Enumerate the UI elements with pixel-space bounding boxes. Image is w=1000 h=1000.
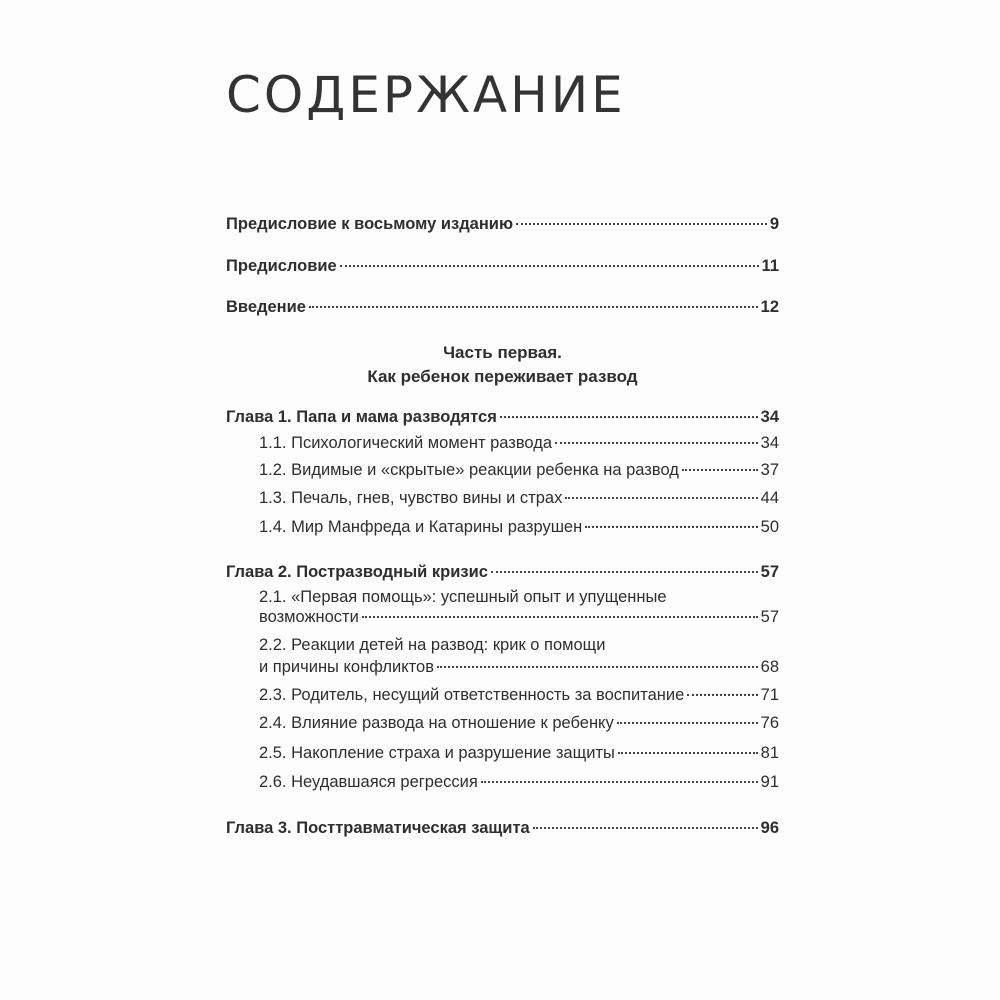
- dot-leader: [437, 666, 758, 668]
- section-title: 1.1. Психологический момент развода: [259, 434, 553, 452]
- toc-chapter[interactable]: [226, 407, 779, 427]
- dot-leader: [585, 526, 757, 528]
- toc-chapter[interactable]: [226, 818, 779, 838]
- dot-leader: [309, 306, 758, 308]
- section-title-line[interactable]: 2.2. Реакции детей на развод: крик о помощи: [259, 636, 606, 654]
- section-title: 2.3. Родитель, несущий ответственность за воспитание: [259, 686, 685, 704]
- chapter-page: 57: [760, 563, 779, 581]
- page-title: СОДЕРЖАНИЕ: [226, 66, 626, 124]
- chapter-title: Глава 3. Посттравматическая защита: [226, 819, 530, 837]
- toc-chapter[interactable]: [226, 562, 779, 582]
- toc-entry[interactable]: [226, 214, 779, 234]
- toc-section[interactable]: [259, 713, 779, 733]
- dot-leader: [565, 497, 757, 499]
- dot-leader: [617, 722, 758, 724]
- entry-page: 12: [760, 298, 779, 316]
- part-title: Как ребенок переживает развод: [367, 367, 638, 386]
- part-heading: [226, 341, 779, 389]
- section-page: 50: [760, 518, 779, 536]
- section-title: возможности: [259, 608, 359, 626]
- dot-leader: [555, 442, 758, 444]
- dot-leader: [682, 469, 758, 471]
- dot-leader: [481, 781, 758, 783]
- entry-title: Предисловие: [226, 257, 337, 275]
- dot-leader: [687, 694, 757, 696]
- section-page: 71: [760, 686, 779, 704]
- toc-section[interactable]: [259, 433, 779, 453]
- toc-section[interactable]: [259, 685, 779, 705]
- dot-leader: [618, 752, 758, 754]
- toc-section[interactable]: [259, 743, 779, 763]
- toc-entry[interactable]: [226, 297, 779, 317]
- dot-leader: [340, 265, 759, 267]
- toc-section[interactable]: [259, 517, 779, 537]
- toc-section[interactable]: [259, 657, 779, 677]
- toc-section[interactable]: [259, 772, 779, 792]
- section-page: 76: [760, 714, 779, 732]
- dot-leader: [362, 616, 758, 618]
- section-title: 1.4. Мир Манфреда и Катарины разрушен: [259, 518, 583, 536]
- toc-section[interactable]: [259, 607, 779, 627]
- dot-leader: [500, 416, 758, 418]
- section-title: 1.2. Видимые и «скрытые» реакции ребенка на развод: [259, 461, 679, 479]
- toc-entry[interactable]: [226, 256, 779, 276]
- section-title: 2.6. Неудавшаяся регрессия: [259, 773, 478, 791]
- section-title: 2.4. Влияние развода на отношение к ребенку: [259, 714, 614, 732]
- part-number: Часть первая.: [443, 343, 562, 362]
- section-page: 68: [760, 658, 779, 676]
- section-page: 57: [760, 608, 779, 626]
- section-page: 81: [760, 744, 779, 762]
- dot-leader: [516, 223, 767, 225]
- entry-title: Предисловие к восьмому изданию: [226, 215, 514, 233]
- section-page: 91: [760, 773, 779, 791]
- dot-leader: [491, 571, 758, 573]
- chapter-title: Глава 2. Постразводный кризис: [226, 563, 488, 581]
- entry-page: 9: [769, 215, 779, 233]
- chapter-title: Глава 1. Папа и мама разводятся: [226, 408, 497, 426]
- section-title: и причины конфликтов: [259, 658, 434, 676]
- chapter-page: 96: [760, 819, 779, 837]
- chapter-page: 34: [760, 408, 779, 426]
- section-page: 34: [760, 434, 779, 452]
- section-page: 44: [760, 489, 779, 507]
- entry-title: Введение: [226, 298, 306, 316]
- toc-section[interactable]: [259, 488, 779, 508]
- section-title-line[interactable]: 2.1. «Первая помощь»: успешный опыт и упущенные: [259, 588, 667, 606]
- entry-page: 11: [761, 257, 779, 275]
- section-page: 37: [760, 461, 779, 479]
- toc-section[interactable]: [259, 460, 779, 480]
- dot-leader: [533, 827, 758, 829]
- section-title: 1.3. Печаль, гнев, чувство вины и страх: [259, 489, 563, 507]
- section-title: 2.5. Накопление страха и разрушение защиты: [259, 744, 615, 762]
